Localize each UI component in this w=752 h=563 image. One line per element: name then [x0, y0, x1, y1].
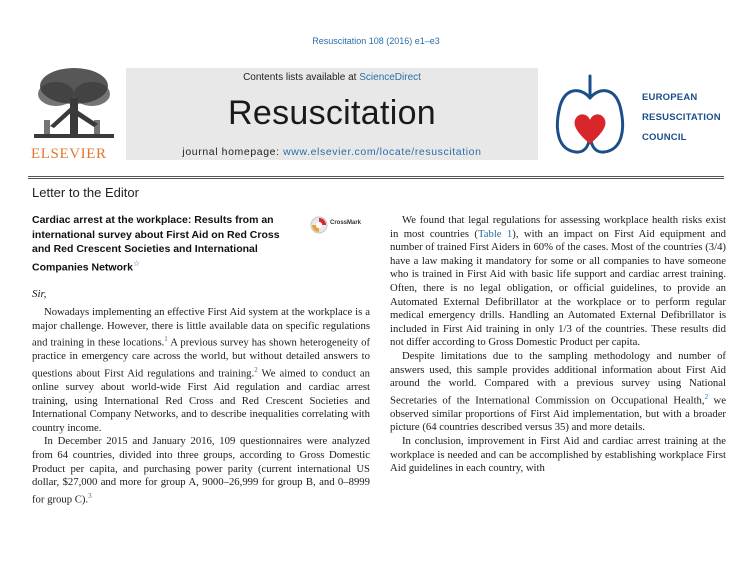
text-run: We found that legal regulations for assessing workplace health risks exist in most countries (: [390, 214, 726, 240]
erc-line-3: COUNCIL: [642, 132, 687, 143]
header-rule-top: [28, 176, 724, 177]
left-column: [32, 306, 370, 507]
text-run: we observed similar proportions of First Aid implementation, but with a broader picture (64 countries described versus 35) and more details.: [390, 394, 726, 434]
text-run: A previous survey has shown heterogeneity of practice in emergency care across the world, but without detailed answers to questions about First Aid regulations and training.: [32, 336, 371, 380]
article-title: [32, 213, 296, 275]
erc-name: [642, 88, 721, 148]
contents-line: [126, 72, 538, 83]
section-label: Letter to the Editor: [32, 185, 139, 200]
right-column: [390, 214, 726, 476]
sciencedirect-link[interactable]: ScienceDirect: [359, 72, 421, 83]
erc-line-1: EUROPEAN: [642, 92, 698, 103]
reference-link[interactable]: 2: [704, 392, 709, 401]
reference-link[interactable]: 1: [164, 335, 168, 344]
journal-title-box: [126, 68, 538, 160]
crossmark-label[interactable]: CrossMark: [330, 220, 362, 226]
reference-link[interactable]: 2: [254, 365, 258, 374]
article-title-text: Cardiac arrest at the workplace: Results from an international survey about First Aid on Red Cross and Red Crescent Societies and International Companies Network: [32, 214, 280, 273]
title-footnote-mark[interactable]: ☆: [132, 258, 141, 268]
reference-link[interactable]: 3: [88, 491, 92, 500]
homepage-prefix: journal homepage:: [182, 146, 284, 158]
paragraph: [32, 435, 370, 507]
text-run: Nowadays implementing an effective First Aid system at the workplace is a major challenge. However, there is little available data on specific regulations and training in these locations.: [32, 306, 370, 349]
paragraph: [390, 350, 726, 435]
paragraph: In conclusion, improvement in First Aid and cardiac arrest training at the workplace is needed and can be accomplished by establishing workplace First Aid guidelines in each country, with: [390, 435, 726, 475]
journal-title: Resuscitation: [228, 94, 436, 132]
journal-citation: Resuscitation 108 (2016) e1–e3: [312, 36, 440, 46]
publisher-name: ELSEVIER: [31, 146, 107, 162]
contents-prefix: Contents lists available at: [243, 72, 360, 83]
paragraph: [32, 306, 370, 435]
text-run: We aimed to conduct an online survey about world-wide First Aid regulation and cardiac arrest training, using International Red Cross and Red Crescent Societies and International Company Networks, and to describe inequalities correlating with country income.: [32, 367, 370, 434]
salutation: Sir,: [32, 288, 47, 300]
text-run: Despite limitations due to the sampling methodology and number of answers used, this sample provides additional information about First Aid around the world. Compared with a previous survey using National Secretaries of the International Commission on Occupational Health,: [390, 349, 726, 407]
journal-masthead: [28, 64, 724, 164]
table-link[interactable]: Table 1: [477, 227, 513, 240]
header-rule-bottom: [28, 178, 724, 179]
text-run: ), with an impact on First Aid equipment and number of trained First Aiders in 60% of the cases. Most of the countries (3/4) have a law making it mandatory for some or all companies to have someone who is trained in First Aid with basic life support and cardiac arrest training. Often, there is no legal obligation, or official guidelines, to provide an Automated External Defibrillator at the workplace or to perform regular medical emergency drills. Handling an Automated External Defibrillator is included in First Aid training in only 1/3 of the countries. These results did not differ according to Gross Domestic Product per capita.: [390, 227, 726, 349]
text-run: In December 2015 and January 2016, 109 questionnaires were analyzed from 64 countries, divided into three groups, according to Gross Domestic Product per capita, and purchasing power parity (current international US dollar, $27,000 and more for group A, 9000–26,999 for group B, and 0–8999 for group C).: [32, 435, 370, 506]
paragraph: [390, 214, 726, 350]
homepage-line: [126, 146, 538, 158]
erc-line-2: RESUSCITATION: [642, 112, 721, 123]
homepage-link[interactable]: www.elsevier.com/locate/resuscitation: [283, 146, 482, 158]
